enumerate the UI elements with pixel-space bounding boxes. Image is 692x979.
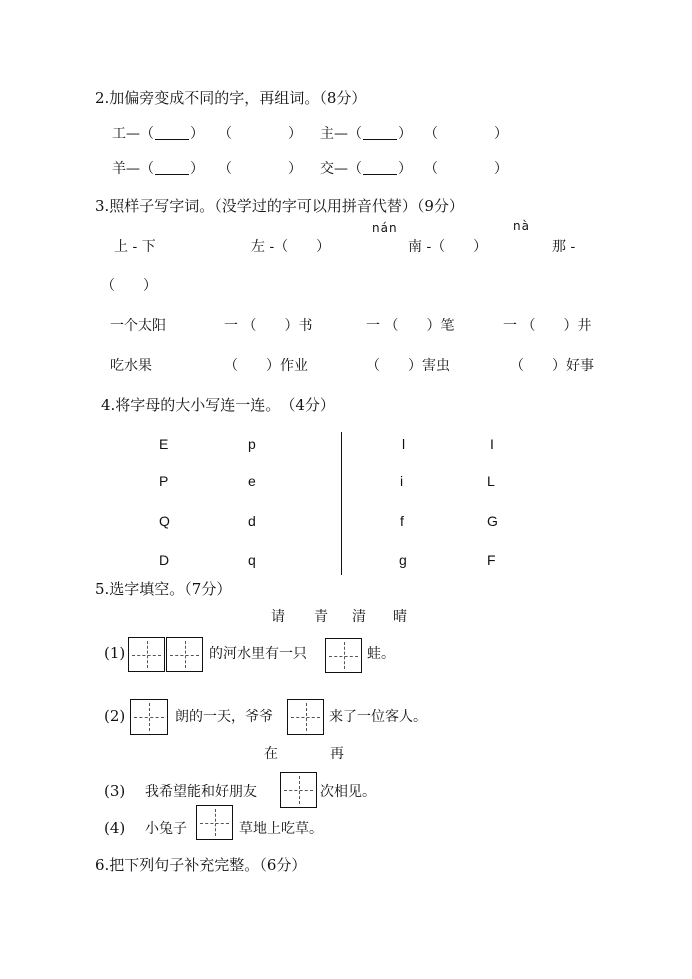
q3-line3-item2[interactable]: （ ）作业	[224, 358, 308, 374]
q4-title: 4.将字母的大小写连一连。 （4分）	[101, 396, 335, 414]
tianzige-box-1a[interactable]	[128, 637, 165, 672]
choice-qing4: 晴	[393, 609, 407, 625]
q2-row1-left-blank[interactable]	[155, 127, 189, 140]
tianzige-box-2b[interactable]	[287, 699, 324, 735]
q5-item2-text2: 来了一位客人。	[329, 709, 427, 725]
q3-line1-wrap-blank[interactable]: （ ）	[101, 278, 157, 294]
letter-I[interactable]: I	[490, 436, 494, 452]
letter-d[interactable]: d	[248, 513, 256, 529]
q5-item1-number: (1)	[104, 644, 126, 662]
q2-row2-left: 羊—（ ）	[112, 161, 204, 177]
tianzige-box-1c[interactable]	[325, 638, 362, 673]
q3-line2-example: 一个太阳	[110, 318, 166, 334]
q5-item3-number: (3)	[104, 782, 126, 800]
letter-e[interactable]: e	[248, 473, 256, 489]
letter-p[interactable]: p	[248, 436, 256, 452]
tianzige-box-4[interactable]	[196, 805, 233, 840]
q5-title: 5.选字填空。（7分）	[95, 580, 232, 598]
letter-F[interactable]: F	[487, 552, 496, 568]
q3-line1-item3[interactable]: 南 -（ ）	[408, 239, 488, 255]
q3-line2-item2[interactable]: 一 （ ）书	[224, 318, 313, 334]
q3-title: 3.照样子写字词。（没学过的字可以用拼音代替）（9分）	[95, 197, 464, 215]
choice-qing3: 清	[352, 609, 366, 625]
q5-item3-text2: 次相见。	[320, 784, 376, 800]
q2-row1-right-blank[interactable]	[363, 127, 397, 140]
q6-title: 6.把下列句子补充完整。（6分）	[95, 856, 307, 874]
q2-row2-right: 交—（ ）	[320, 161, 412, 177]
tianzige-box-3[interactable]	[280, 772, 317, 808]
q5-item4-text2: 草地上吃草。	[239, 821, 323, 837]
q3-line3-item3[interactable]: （ ）害虫	[366, 358, 450, 374]
q3-line1-example: 上 - 下	[114, 239, 156, 255]
letter-D[interactable]: D	[159, 552, 170, 568]
pinyin-nan: nán	[372, 221, 398, 235]
letter-l[interactable]: l	[402, 436, 406, 452]
tianzige-box-1b[interactable]	[166, 637, 203, 672]
choice-zai2: 再	[330, 746, 344, 762]
q4-divider	[341, 432, 342, 575]
choice-zai: 在	[264, 746, 278, 762]
letter-E[interactable]: E	[159, 436, 169, 452]
letter-f[interactable]: f	[400, 513, 404, 529]
q3-line1-item2[interactable]: 左 -（ ）	[251, 239, 331, 255]
letter-i[interactable]: i	[400, 473, 404, 489]
letter-P[interactable]: P	[159, 473, 169, 489]
q3-line2-item3[interactable]: 一 （ ）笔	[366, 318, 455, 334]
q2-row1-left: 工—（ ）	[112, 126, 204, 142]
q5-item3-text1: 我希望能和好朋友	[145, 784, 257, 800]
letter-q[interactable]: q	[248, 552, 256, 568]
letter-G[interactable]: G	[487, 513, 498, 529]
q3-line3-item4[interactable]: （ ）好事	[510, 358, 594, 374]
q3-line1-item4: 那 -	[552, 239, 576, 255]
tianzige-box-2a[interactable]	[130, 699, 168, 735]
q5-item2-number: (2)	[104, 707, 126, 725]
letter-Q[interactable]: Q	[159, 513, 170, 529]
letter-L[interactable]: L	[487, 473, 495, 489]
letter-g[interactable]: g	[399, 552, 407, 568]
q5-item4-text1: 小兔子	[145, 821, 187, 837]
choice-qing1: 请	[271, 609, 285, 625]
q5-item1-text2: 蛙。	[367, 646, 395, 662]
choice-qing2: 青	[314, 609, 328, 625]
q2-row1-left-word[interactable]: （ ）	[218, 126, 302, 142]
pinyin-na: nà	[513, 219, 530, 233]
q5-item1-text1: 的河水里有一只	[209, 646, 307, 662]
q5-item4-number: (4)	[104, 819, 126, 837]
q5-item2-text1: 朗的一天，爷爷	[175, 709, 273, 725]
q2-row2-right-blank[interactable]	[363, 162, 397, 175]
q2-row2-left-word[interactable]: （ ）	[218, 161, 302, 177]
q2-row1-right-word[interactable]: （ ）	[424, 126, 508, 142]
q2-row2-left-blank[interactable]	[155, 162, 189, 175]
q3-line3-example: 吃水果	[110, 358, 152, 374]
q2-row2-right-word[interactable]: （ ）	[424, 161, 508, 177]
q2-title: 2.加偏旁变成不同的字，再组词。（8分）	[95, 89, 367, 107]
q2-row1-right: 主—（ ）	[320, 126, 412, 142]
q3-line2-item4[interactable]: 一 （ ）井	[503, 318, 592, 334]
